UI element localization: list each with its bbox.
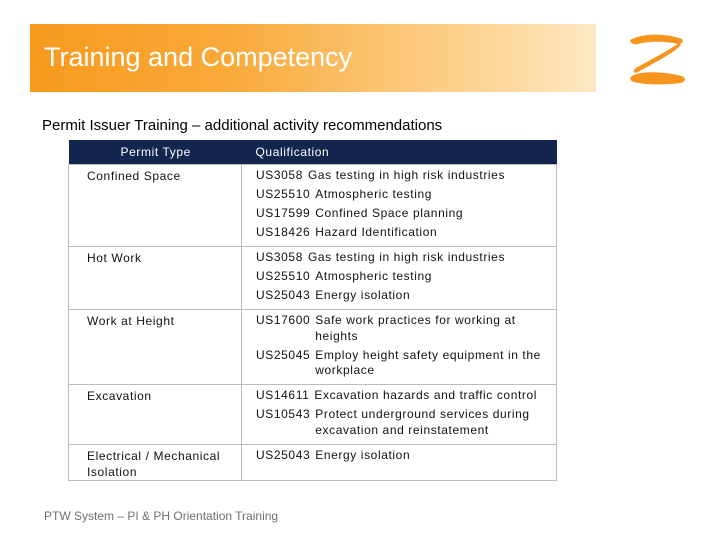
unit-standard-description: Protect underground services during excavation and reinstatement bbox=[315, 407, 530, 437]
unit-standard-code: US14611 bbox=[256, 388, 310, 402]
unit-standard-code: US10543 bbox=[256, 407, 311, 421]
column-header-permit-type: Permit Type bbox=[69, 140, 242, 165]
unit-standard-description: Gas testing in high risk industries bbox=[307, 250, 506, 264]
table-row bbox=[69, 444, 557, 480]
qualification-item bbox=[256, 448, 556, 464]
unit-standard-code: US17599 bbox=[256, 206, 311, 220]
qualification-item bbox=[256, 313, 556, 344]
unit-standard-code: US25043 bbox=[256, 447, 311, 462]
unit-standard-code: US17600 bbox=[256, 313, 311, 327]
qualification-cell bbox=[242, 165, 557, 247]
qualification-item bbox=[256, 388, 556, 404]
unit-standard-description: Energy isolation bbox=[315, 288, 411, 302]
unit-standard-description: Safe work practices for working at heights bbox=[315, 313, 516, 343]
unit-standard-code: US3058 bbox=[256, 250, 303, 264]
unit-standard-description: Hazard Identification bbox=[315, 225, 438, 239]
qualification-cell bbox=[242, 247, 557, 310]
unit-standard-code: US25510 bbox=[256, 269, 311, 283]
unit-standard-code: US25510 bbox=[256, 187, 311, 201]
qualification-cell bbox=[242, 444, 557, 480]
qualification-item bbox=[256, 187, 556, 203]
column-header-qualification: Qualification bbox=[242, 140, 557, 165]
table-row bbox=[69, 165, 557, 247]
qualification-item bbox=[256, 168, 556, 184]
permit-type-cell: Electrical / Mechanical Isolation bbox=[69, 444, 242, 480]
table-row bbox=[69, 310, 557, 385]
qualification-cell bbox=[242, 310, 557, 385]
qualification-item bbox=[256, 269, 556, 285]
permit-qualification-table bbox=[68, 140, 557, 481]
unit-standard-description: Energy isolation bbox=[315, 447, 411, 462]
unit-standard-description: Employ height safety equipment in the workplace bbox=[315, 347, 541, 377]
unit-standard-description: Atmospheric testing bbox=[315, 187, 433, 201]
table-header-row bbox=[69, 140, 557, 165]
unit-standard-code: US3058 bbox=[256, 168, 303, 182]
unit-standard-code: US25045 bbox=[256, 347, 311, 362]
permit-type-cell: Excavation bbox=[69, 385, 242, 445]
unit-standard-code: US25043 bbox=[256, 288, 311, 302]
unit-standard-description: Gas testing in high risk industries bbox=[307, 168, 506, 182]
section-subtitle: Permit Issuer Training – additional activity recommendations bbox=[42, 117, 443, 134]
unit-standard-description: Atmospheric testing bbox=[315, 269, 433, 283]
z-energy-logo-icon bbox=[622, 30, 692, 88]
table-row bbox=[69, 385, 557, 445]
unit-standard-description: Excavation hazards and traffic control bbox=[314, 388, 538, 402]
permit-type-cell: Confined Space bbox=[69, 165, 242, 247]
footer-text: PTW System – PI & PH Orientation Training bbox=[44, 509, 279, 523]
page-title: Training and Competency bbox=[44, 42, 353, 72]
qualification-item bbox=[256, 206, 556, 222]
qualification-item bbox=[256, 250, 556, 266]
permit-type-cell: Hot Work bbox=[69, 247, 242, 310]
qualification-item bbox=[256, 288, 556, 304]
unit-standard-description: Confined Space planning bbox=[315, 206, 464, 220]
qualification-item bbox=[256, 407, 556, 438]
qualification-cell bbox=[242, 385, 557, 445]
table-row bbox=[69, 247, 557, 310]
qualification-item bbox=[256, 225, 556, 241]
permit-type-cell: Work at Height bbox=[69, 310, 242, 385]
qualification-item bbox=[256, 348, 556, 379]
unit-standard-code: US18426 bbox=[256, 225, 311, 239]
